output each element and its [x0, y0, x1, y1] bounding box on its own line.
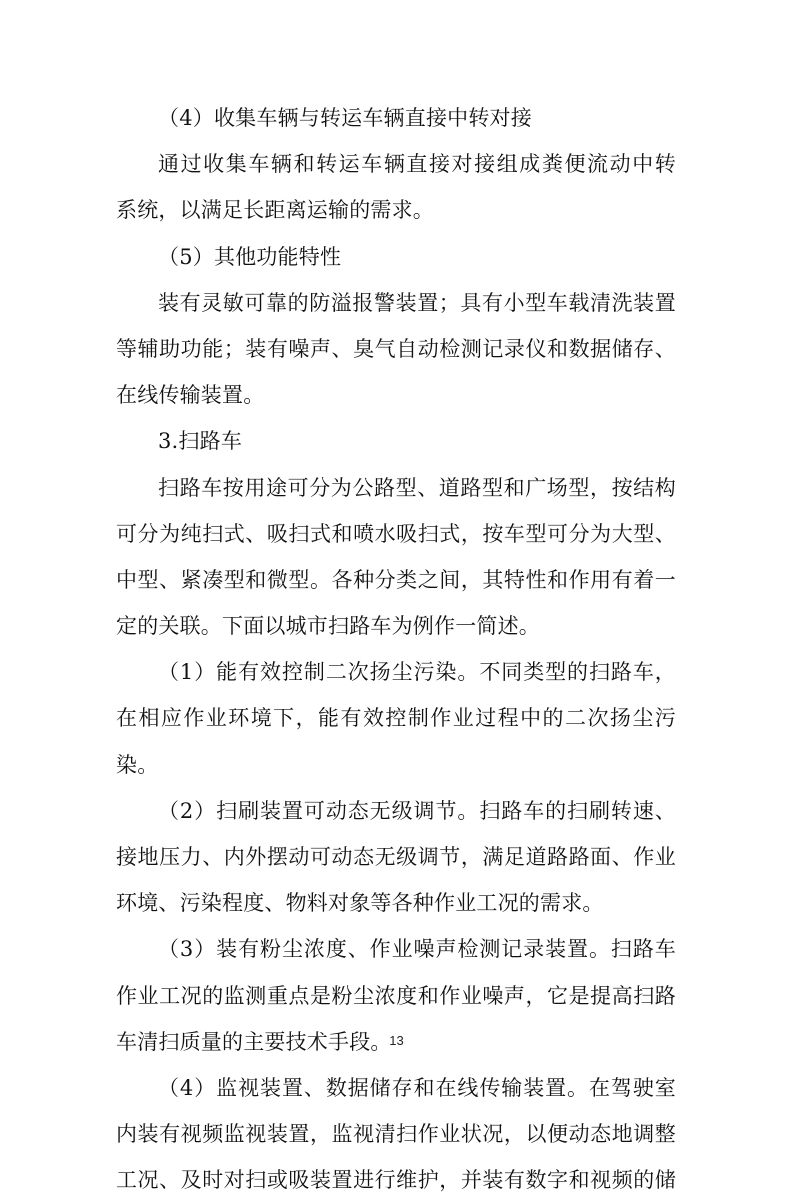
paragraph-line: 定的关联。下面以城市扫路车为例作一简述。	[116, 614, 540, 639]
paragraph-line: （3）装有粉尘浓度、作业噪声检测记录装置。扫路车	[158, 937, 676, 962]
section-heading: （4）收集车辆与转运车辆直接中转对接	[158, 106, 532, 130]
paragraph-line: 工况、及时对扫或吸装置进行维护，并装有数字和视频的储	[116, 1168, 676, 1193]
paragraph-line: 扫路车按用途可分为公路型、道路型和广场型，按结构	[158, 475, 676, 500]
page-number: 13	[389, 1033, 404, 1048]
paragraph-line: 中型、紧凑型和微型。各种分类之间，其特性和作用有着一	[116, 567, 676, 592]
section-heading: （5）其他功能特性	[158, 244, 342, 269]
paragraph-line: （4）监视装置、数据储存和在线传输装置。在驾驶室	[158, 1075, 676, 1100]
paragraph-line: 等辅助功能；装有噪声、臭气自动检测记录仪和数据储存、	[116, 336, 676, 361]
paragraph-line: 染。	[116, 752, 159, 777]
paragraph-line: （2）扫刷装置可动态无级调节。扫路车的扫刷转速、	[158, 798, 676, 823]
paragraph-line: 装有灵敏可靠的防溢报警装置；具有小型车载清洗装置	[158, 290, 676, 315]
paragraph-line: 在线传输装置。	[116, 383, 265, 408]
paragraph-line: 在相应作业环境下，能有效控制作业过程中的二次扬尘污	[116, 706, 676, 731]
paragraph-line: 接地压力、内外摆动可动态无级调节，满足道路路面、作业	[116, 845, 676, 869]
section-heading: 3.扫路车	[158, 429, 243, 454]
paragraph-line: 通过收集车辆和转运车辆直接对接组成粪便流动中转	[158, 152, 676, 177]
paragraph-line: 系统，以满足长距离运输的需求。	[116, 198, 434, 223]
paragraph-line: 作业工况的监测重点是粉尘浓度和作业噪声，它是提高扫路	[116, 983, 676, 1008]
paragraph-line: 内装有视频监视装置，监视清扫作业状况，以便动态地调整	[116, 1122, 676, 1147]
paragraph-line: 车清扫质量的主要技术手段。	[116, 1029, 392, 1054]
paragraph-line: 可分为纯扫式、吸扫式和喷水吸扫式，按车型可分为大型、	[116, 521, 676, 546]
paragraph-line: 环境、污染程度、物料对象等各种作业工况的需求。	[116, 891, 604, 916]
paragraph-line: （1）能有效控制二次扬尘污染。不同类型的扫路车，	[158, 660, 676, 685]
